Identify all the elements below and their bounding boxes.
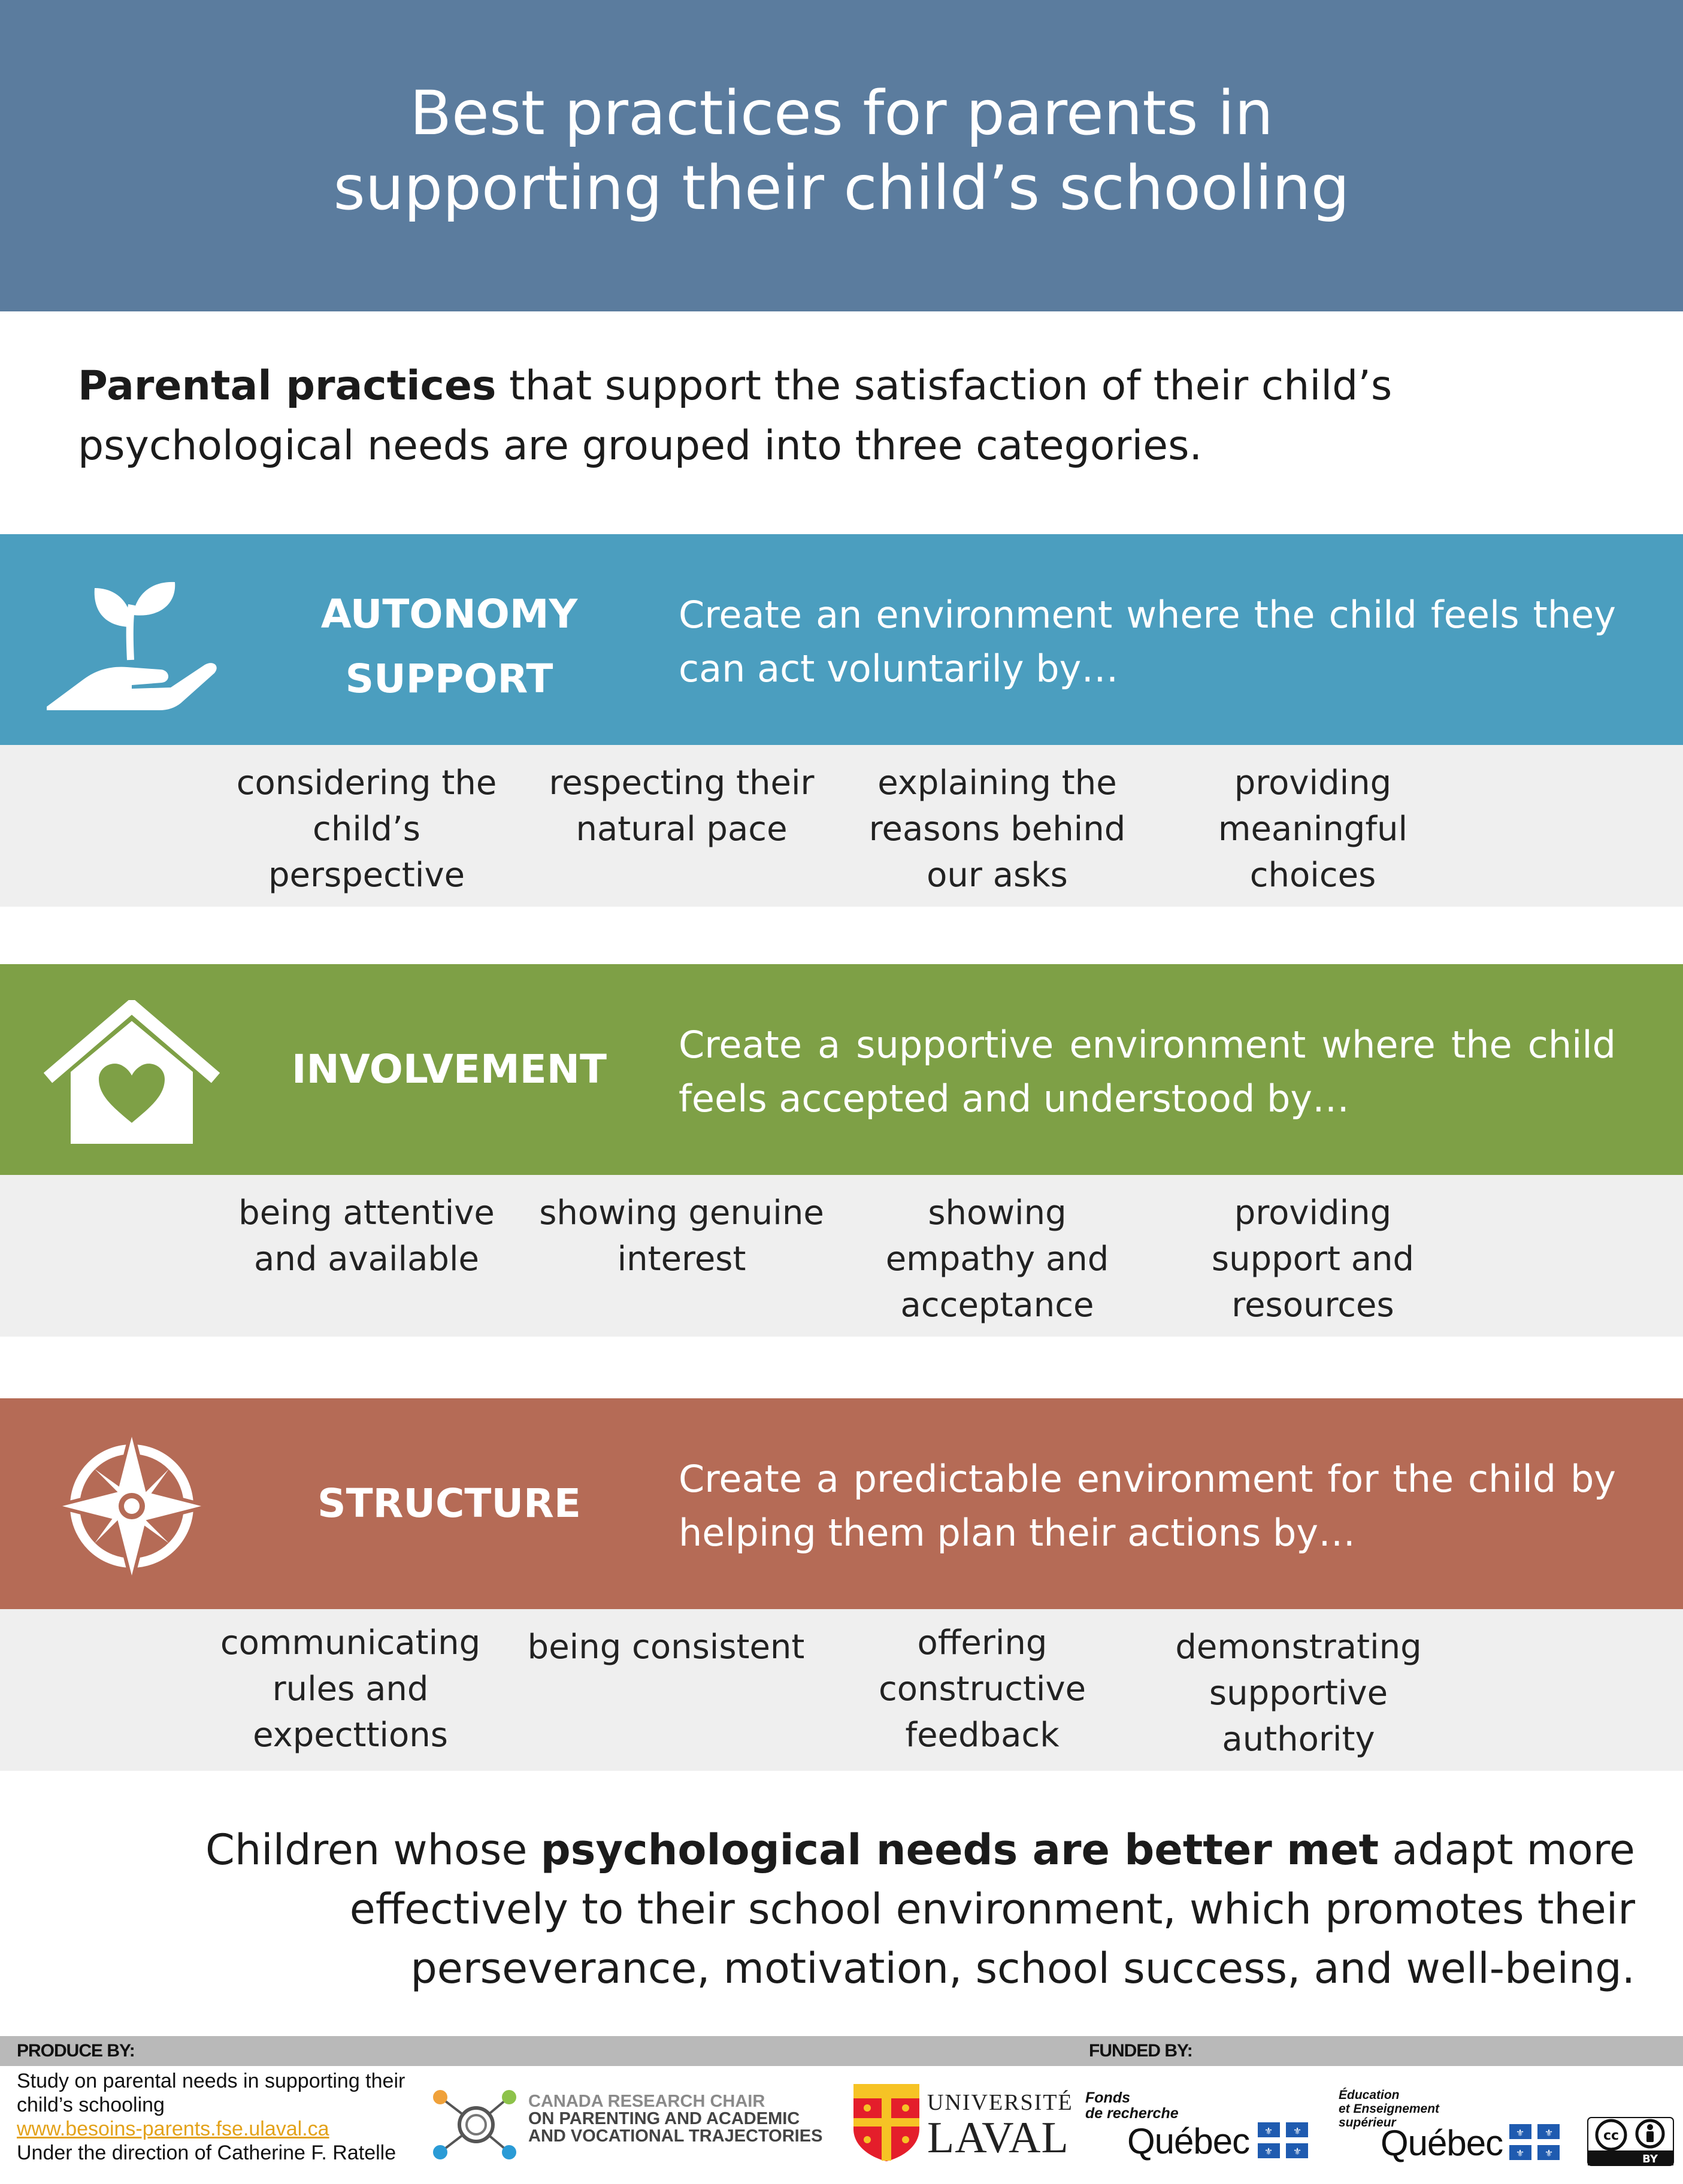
practice-item: showing empathy and acceptance [885,1194,1109,1325]
house-heart-icon [42,1000,222,1144]
cc-by-label: BY [1642,2153,1658,2165]
practices-row-involvement [0,1175,1683,1337]
category-description: Create a supportive environment where the child feels accepted and understood by… [679,1023,1616,1120]
practice-item: being attentive and available [238,1194,495,1279]
svg-text:⚜: ⚜ [1264,2125,1273,2137]
universite-laval-wordmark: UNIVERSITÉ LAVAL [927,2090,1073,2162]
category-title: STRUCTURE [317,1480,581,1526]
practice-item: providing meaningful choices [1218,764,1408,895]
research-chair-name: CANADA RESEARCH CHAIR ON PARENTING AND ACADEMIC AND VOCATIONAL TRAJECTORIES [528,2092,823,2146]
svg-text:⚜: ⚜ [1544,2127,1554,2138]
practice-item: communicating rules and expecttions [220,1623,481,1755]
svg-text:⚜: ⚜ [1292,2146,1302,2157]
compass-rose-icon [42,1434,222,1578]
svg-text:cc: cc [1603,2128,1620,2143]
svg-text:⚜: ⚜ [1515,2127,1525,2138]
practice-item: considering the child’s perspective [236,764,497,895]
practice-item: respecting their natural pace [549,764,815,849]
produced-by-label: PRODUCE BY: [17,2041,135,2061]
quebec-flag-icon [1509,2124,1560,2160]
practice-item: providing support and resources [1211,1194,1415,1325]
header-banner [0,0,1683,311]
education-quebec-logo: Éducation et Enseignement supérieur Québec ⚜ ⚜ ⚜ ⚜ [1339,2088,1439,2130]
fonds-recherche-quebec-logo: Fonds de recherche Québec ⚜ ⚜ ⚜ ⚜ [1085,2090,1179,2121]
title-line-2: supporting their child’s schooling [333,153,1350,224]
quebec-flag-icon [1258,2122,1308,2158]
category-structure [0,1398,1683,1609]
practices-row-autonomy [0,745,1683,907]
practices-row-structure [0,1609,1683,1771]
category-description: Create an environment where the child feels they can act voluntarily by… [679,593,1616,690]
svg-text:⚜: ⚜ [1544,2147,1554,2159]
practice-item: showing genuine interest [539,1194,824,1279]
practice-item: demonstrating supportive authority [1175,1628,1422,1759]
conclusion-bold: psychological needs are better met [540,1825,1379,1874]
intro-paragraph [78,356,1623,476]
study-credits: Study on parental needs in supporting their child’s schooling www.besoins-parents.fse.ulaval.ca Under the direction of Catherine F. Ratelle [17,2069,424,2165]
category-autonomy-support [0,534,1683,745]
category-involvement [0,964,1683,1175]
hand-plant-icon [42,570,222,714]
creative-commons-by-icon [1587,2117,1674,2166]
title-line-1: Best practices for parents in [410,78,1273,149]
svg-text:⚜: ⚜ [1264,2146,1273,2157]
svg-text:⚜: ⚜ [1515,2147,1525,2159]
category-title: AUTONOMY SUPPORT [320,591,578,702]
category-description: Create a predictable environment for the child by helping them plan their actions by… [679,1457,1616,1555]
research-chair-logo-icon [428,2084,521,2162]
practice-item: being consistent [527,1628,805,1667]
universite-laval-shield-icon [850,2081,922,2162]
intro-bold: Parental practices [78,362,497,410]
study-website-link[interactable]: www.besoins-parents.fse.ulaval.ca [17,2118,329,2140]
category-title: INVOLVEMENT [292,1046,607,1092]
intro-text: that support the satisfaction of their child’s psychological needs are grouped into three categories. [78,362,1393,469]
conclusion-paragraph: Children whose psychological needs are better met adapt more effectively to their school environment, which promotes their perseverance, motivation, school success, and well-being. [205,1825,1635,1993]
footer-bar [0,2036,1683,2066]
practice-item: explaining the reasons behind our asks [868,764,1126,895]
svg-text:⚜: ⚜ [1292,2125,1302,2137]
funded-by-label: FUNDED BY: [1089,2041,1192,2061]
practice-item: offering constructive feedback [878,1623,1086,1755]
